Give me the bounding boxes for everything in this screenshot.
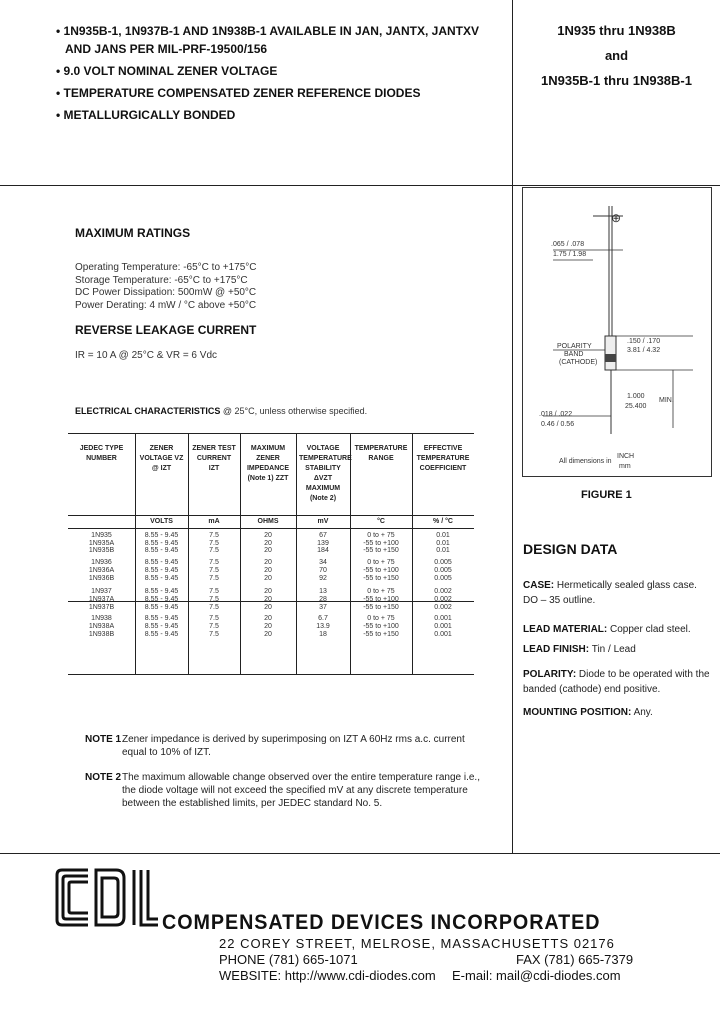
table-cell: 1N937A <box>88 595 115 603</box>
cathode-label: (CATHODE) <box>559 359 598 366</box>
right-column-divider <box>512 185 513 853</box>
table-cell: -55 to +100 <box>363 595 399 603</box>
polarity-text: Diode to be operated with the banded (cathode) end positive. <box>523 669 710 695</box>
note-2-label: NOTE 2 <box>85 772 122 783</box>
table-cell: 8.55 - 9.45 <box>144 559 179 567</box>
table-cell: 1N938B <box>88 630 115 638</box>
note-1 <box>85 733 485 759</box>
footer-top-rule <box>0 853 720 854</box>
case-label: CASE: <box>523 580 555 591</box>
table-cell: 7.5 <box>209 539 219 547</box>
note-1-text: Zener impedance is derived by superimposing on IZT A 60Hz rms a.c. current equal to 10% of IZT. <box>122 734 465 758</box>
table-cell: 0.001 <box>434 615 452 623</box>
table-cell: 7.5 <box>209 559 219 567</box>
max-ratings-heading: MAXIMUM RATINGS <box>75 226 191 240</box>
feature-bullet: AND JANS PER MIL-PRF-19500/156 <box>65 42 268 56</box>
table-col-header: EFFECTIVE TEMPERATURE COEFFICIENT <box>416 445 470 472</box>
figure-caption: FIGURE 1 <box>581 489 632 501</box>
table-cell: 7.5 <box>209 566 219 574</box>
table-cell: 139 <box>317 539 329 547</box>
table-cell: 20 <box>264 559 272 567</box>
polarity-label: POLARITY <box>557 343 592 350</box>
table-bottom-rule <box>68 674 474 675</box>
table-cell: 7.5 <box>209 623 219 630</box>
table-cell: -55 to +150 <box>363 603 399 611</box>
feature-bullet: • 1N935B-1, 1N937B-1 AND 1N938B-1 AVAILABLE IN JAN, JANTX, JANTXV <box>56 24 479 38</box>
table-cell: 6.7 <box>318 615 328 623</box>
table-cell: 67 <box>319 532 327 539</box>
table-cell: -55 to +150 <box>363 574 399 582</box>
table-cell: 1N936A <box>88 566 115 574</box>
design-lead-material <box>523 622 708 637</box>
table-cell: 0.01 <box>436 532 450 539</box>
table-cell: 1N935 <box>91 532 112 539</box>
table-cell: 20 <box>264 547 272 555</box>
table-cell: 7.5 <box>209 547 219 555</box>
table-unit: VOLTS <box>150 518 173 525</box>
svg-text:⊕: ⊕ <box>611 211 622 225</box>
table-unit: mA <box>208 518 220 525</box>
table-unit: OHMS <box>257 518 279 525</box>
table-cell: 1N936B <box>88 574 115 582</box>
dim-wire-a: .018 / .022 <box>539 411 573 418</box>
table-cell: 8.55 - 9.45 <box>144 574 179 582</box>
design-case <box>523 578 708 608</box>
table-cell: 20 <box>264 539 272 547</box>
table-cell: 1N936 <box>91 559 112 567</box>
company-phone: PHONE (781) 665-1071 <box>219 952 358 967</box>
table-cell: 0.002 <box>434 595 452 603</box>
table-cell: 1N938 <box>91 615 112 623</box>
table-cell: 37 <box>319 603 327 611</box>
lead-material-label: LEAD MATERIAL: <box>523 624 608 635</box>
dim-body-b: 3.81 / 4.32 <box>627 347 661 354</box>
table-cell: 20 <box>264 532 272 539</box>
dim-body-a: .150 / .170 <box>627 338 661 345</box>
table-cell: 7.5 <box>209 532 219 539</box>
table-cell: 0.005 <box>434 566 452 574</box>
table-cell: 1N935A <box>88 539 115 547</box>
company-website: WEBSITE: http://www.cdi-diodes.com <box>219 968 436 983</box>
table-cell: 20 <box>264 615 272 623</box>
table-cell: 0 to + 75 <box>367 532 395 539</box>
table-cell: 7.5 <box>209 615 219 623</box>
figure-box <box>522 187 712 477</box>
note-1-label: NOTE 1 <box>85 734 122 745</box>
table-col-header: VOLTAGE TEMPERATURE STABILITY ΔVZT MAXIMUM (Note 2) <box>299 445 352 502</box>
table-cell: -55 to +100 <box>363 623 399 630</box>
table-cell: 20 <box>264 595 272 603</box>
table-unit-rule <box>68 515 474 516</box>
leakage-line: IR = 10 A @ 25°C & VR = 6 Vdc <box>75 350 218 361</box>
part-title <box>513 23 720 88</box>
table-cell: 1N935B <box>88 547 115 555</box>
part-title-line1: 1N935 thru 1N938B <box>557 23 676 38</box>
table-cell: 8.55 - 9.45 <box>144 630 179 638</box>
table-cell: 18 <box>319 630 327 638</box>
design-mounting <box>523 705 713 720</box>
table-cell: 8.55 - 9.45 <box>144 588 179 596</box>
lead-material-text: Copper clad steel. <box>607 624 691 635</box>
table-cell: 13 <box>319 588 327 596</box>
rating-line: Storage Temperature: -65°C to +175°C <box>75 274 248 286</box>
table-cell: 8.55 - 9.45 <box>144 603 179 611</box>
table-cell: 7.5 <box>209 603 219 611</box>
table-cell: 0 to + 75 <box>367 559 395 567</box>
table-cell: 0.005 <box>434 559 452 567</box>
table-cell: 8.55 - 9.45 <box>144 615 179 623</box>
company-email: E-mail: mail@cdi-diodes.com <box>452 968 621 983</box>
feature-bullet: • TEMPERATURE COMPENSATED ZENER REFERENCE DIODES <box>56 86 421 100</box>
leakage-heading: REVERSE LEAKAGE CURRENT <box>75 323 257 337</box>
table-cell: 0 to + 75 <box>367 588 395 596</box>
table-cell: 20 <box>264 630 272 638</box>
part-title-and: and <box>604 48 629 63</box>
table-cell: 1N937B <box>88 603 115 611</box>
table-cell: 20 <box>264 588 272 596</box>
band-label: BAND <box>564 351 584 358</box>
elec-heading <box>75 406 367 416</box>
design-polarity <box>523 667 713 697</box>
table-cell: 70 <box>319 566 327 574</box>
table-cell: 7.5 <box>209 630 219 638</box>
company-name: COMPENSATED DEVICES INCORPORATED <box>162 911 601 934</box>
table-cell: 0.002 <box>434 588 452 596</box>
dim-lead-a: 1.000 <box>627 393 645 400</box>
table-cell: 0.001 <box>434 630 452 638</box>
table-unit: mV <box>317 518 329 525</box>
polarity-label: POLARITY: <box>523 669 577 680</box>
table-cell: 13.9 <box>316 623 330 630</box>
table-cell: 92 <box>319 574 327 582</box>
max-ratings-list <box>75 262 375 312</box>
table-cell: -55 to +100 <box>363 566 399 574</box>
table-cell: 20 <box>264 603 272 611</box>
table-cell: 0.005 <box>434 574 452 582</box>
table-cell: 7.5 <box>209 588 219 596</box>
note-2-text: The maximum allowable change observed over the entire temperature range i.e., the diode voltage will not exceed the specified mV at any discrete temperature between the established limits, per JEDEC standard No. 5. <box>122 772 480 809</box>
table-cell: 0.01 <box>436 547 450 555</box>
table-col-header: ZENER TEST CURRENT IZT <box>192 445 236 472</box>
elec-heading-label: ELECTRICAL CHARACTERISTICS <box>75 406 221 416</box>
lead-finish-label: LEAD FINISH: <box>523 644 590 655</box>
table-cell: 7.5 <box>209 595 219 603</box>
table-top-rule <box>68 433 474 434</box>
unit-mm: mm <box>619 463 631 470</box>
table-cell: 0.002 <box>434 603 452 611</box>
header-bottom-rule <box>0 185 720 186</box>
table-cell: -55 to +150 <box>363 547 399 555</box>
lead-finish-text: Tin / Lead <box>589 644 636 655</box>
table-cell: -55 to +100 <box>363 539 399 547</box>
diode-outline-drawing <box>523 188 713 478</box>
table-cell: 20 <box>264 566 272 574</box>
case-text: Hermetically sealed glass case. DO – 35 outline. <box>523 580 697 606</box>
dim-top-b: 1.75 / 1.98 <box>553 251 587 258</box>
table-cell: 8.55 - 9.45 <box>144 547 179 555</box>
table-cell: 7.5 <box>209 574 219 582</box>
table-cell: 34 <box>319 559 327 567</box>
table-unit: % / °C <box>433 518 453 525</box>
table-cell: 0 to + 75 <box>367 615 395 623</box>
table-cell: 28 <box>319 595 327 603</box>
mounting-text: Any. <box>631 707 653 718</box>
table-col-header: MAXIMUM ZENER IMPEDANCE (Note 1) ZZT <box>246 445 289 482</box>
feature-bullet: • METALLURGICALLY BONDED <box>56 108 236 122</box>
note-2 <box>85 771 485 810</box>
rating-line: Operating Temperature: -65°C to +175°C <box>75 262 257 273</box>
table-cell: 8.55 - 9.45 <box>144 595 179 603</box>
cdi-logo <box>54 864 164 934</box>
table-unit: °C <box>377 518 385 525</box>
table-cell: 8.55 - 9.45 <box>144 623 179 630</box>
table-cell: 20 <box>264 623 272 630</box>
feature-bullet-list <box>56 24 496 122</box>
table-cell: 0.001 <box>434 623 452 630</box>
table-col-header: ZENER VOLTAGE VZ @ IZT <box>139 445 184 472</box>
table-cell: 0.01 <box>436 539 450 547</box>
dim-lead-b: 25.400 <box>625 403 647 410</box>
design-lead-finish <box>523 642 708 657</box>
table-body-rule <box>68 528 474 529</box>
dim-top-a: .065 / .078 <box>551 241 585 248</box>
design-data-heading: DESIGN DATA <box>523 541 618 557</box>
rating-line: DC Power Dissipation: 500mW @ +50°C <box>75 287 257 298</box>
table-cell: 20 <box>264 574 272 582</box>
table-cell: 8.55 - 9.45 <box>144 539 179 547</box>
elec-heading-sub: @ 25°C, unless otherwise specified. <box>220 406 368 416</box>
mounting-label: MOUNTING POSITION: <box>523 707 632 718</box>
rating-line: Power Derating: 4 mW / °C above +50°C <box>75 299 257 311</box>
table-cell: 184 <box>317 547 329 555</box>
table-cell: 1N937 <box>91 588 112 596</box>
feature-bullet: • 9.0 VOLT NOMINAL ZENER VOLTAGE <box>56 64 278 78</box>
table-col-header: JEDEC TYPE NUMBER <box>79 445 124 462</box>
unit-inch: INCH <box>617 453 635 460</box>
table-col-header: TEMPERATURE RANGE <box>354 445 408 462</box>
table-cell: -55 to +150 <box>363 630 399 638</box>
table-cell: 1N938A <box>88 623 115 630</box>
dim-wire-b: 0.46 / 0.56 <box>541 421 575 428</box>
dim-lead-min: MIN. <box>659 397 674 404</box>
all-dims-note: All dimensions in <box>559 458 612 465</box>
part-title-line2: 1N935B-1 thru 1N938B-1 <box>540 73 692 88</box>
table-cell: 8.55 - 9.45 <box>144 566 179 574</box>
table-cell: 8.55 - 9.45 <box>144 532 179 539</box>
company-fax: FAX (781) 665-7379 <box>516 952 634 967</box>
company-address: 22 COREY STREET, MELROSE, MASSACHUSETTS 02176 <box>219 936 615 951</box>
